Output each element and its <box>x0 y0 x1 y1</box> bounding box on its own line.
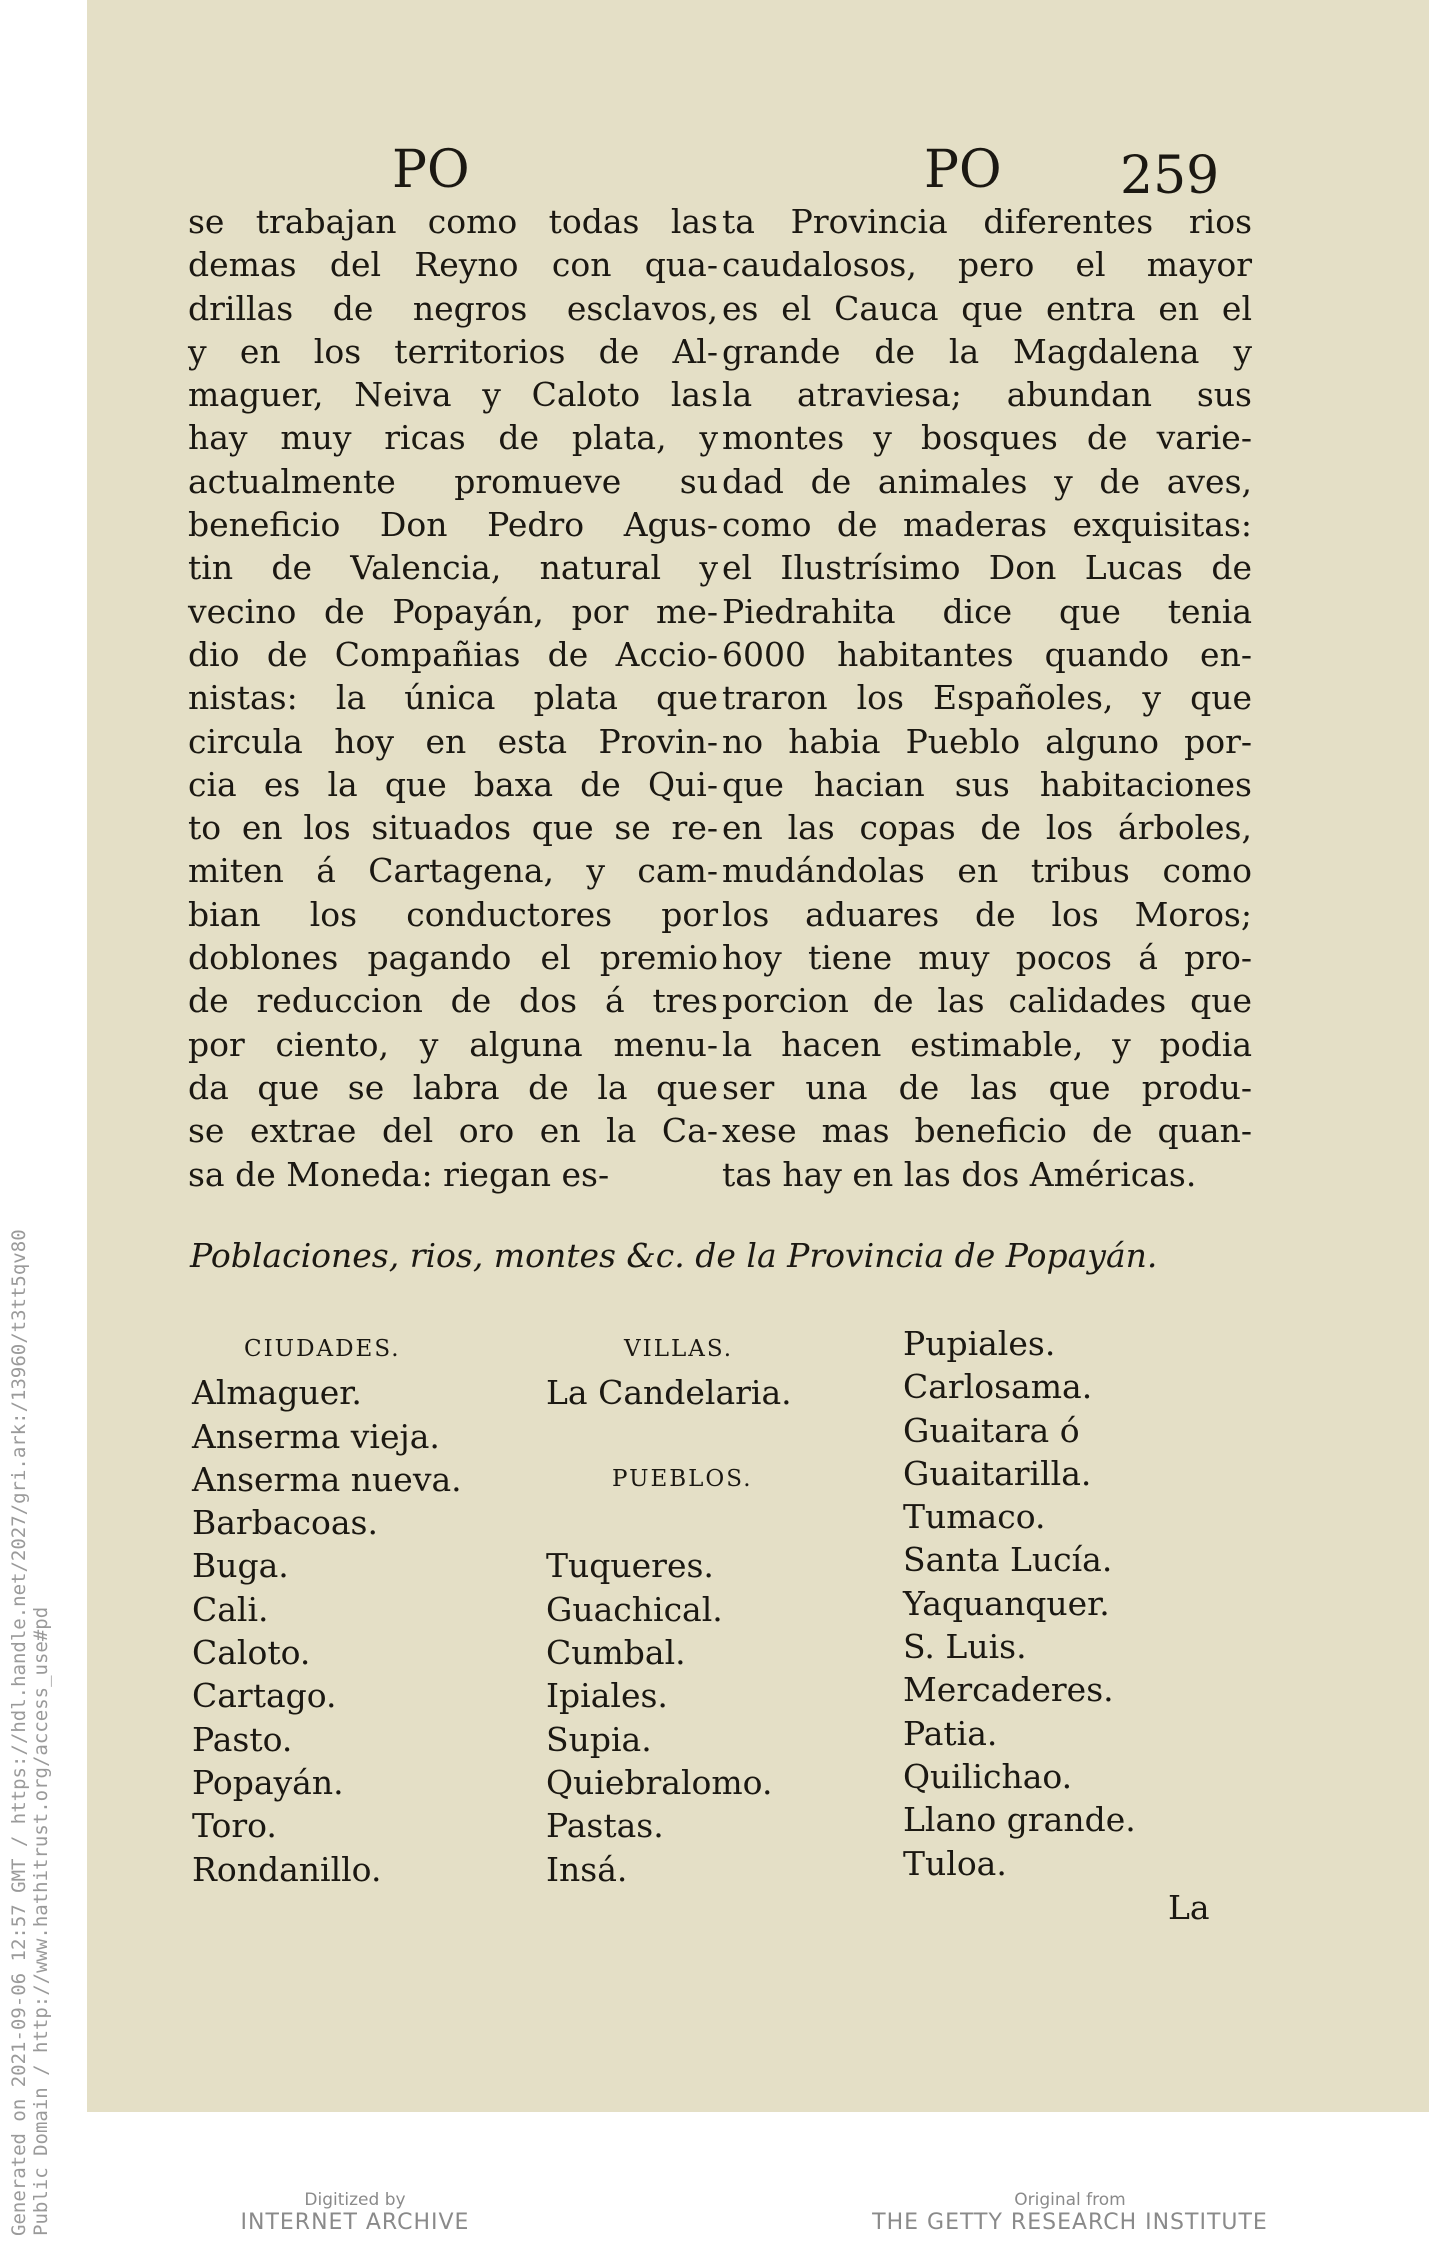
pueblo-entry: Pupiales. <box>903 1324 1056 1363</box>
pueblo-entry: Guaitara ó <box>903 1410 1080 1450</box>
text-line: nistas: la única plata que <box>188 678 718 718</box>
ciudad-entry: Toro. <box>192 1806 277 1846</box>
ciudad-entry: Almaguer. <box>192 1373 362 1413</box>
text-line: es el Cauca que entra en el <box>722 288 1252 328</box>
ciudad-entry: Anserma vieja. <box>192 1416 440 1456</box>
pueblo-entry: Guachical. <box>546 1589 723 1629</box>
text-line: drillas de negros esclavos, <box>188 288 718 328</box>
ciudad-entry: Buga. <box>192 1546 289 1586</box>
original-from-label: Original from <box>1014 2190 1126 2210</box>
text-column-left <box>188 200 718 1196</box>
ciudad-entry: Pasto. <box>192 1719 293 1759</box>
digitized-by-label: Digitized by <box>304 2190 406 2210</box>
text-column-right <box>722 200 1252 1196</box>
text-line: montes y bosques de varie- <box>722 418 1252 458</box>
text-line: se trabajan como todas las <box>188 202 718 241</box>
pueblos-right-column <box>903 1322 1136 1885</box>
ciudad-entry: Barbacoas. <box>192 1503 378 1543</box>
internet-archive-label: INTERNET ARCHIVE <box>240 2210 470 2235</box>
catchword: La <box>1168 1888 1210 1927</box>
text-line: porcion de las calidades que <box>722 981 1252 1021</box>
ciudad-entry: Anserma nueva. <box>192 1459 462 1499</box>
text-line: miten á Cartagena, y cam- <box>188 851 718 891</box>
ciudad-entry: Cali. <box>192 1589 269 1629</box>
digitized-by <box>230 2190 480 2235</box>
pueblo-entry: Pastas. <box>546 1806 664 1846</box>
text-line: no habia Pueblo alguno por- <box>722 721 1252 761</box>
watermark-line-rights: Public Domain / http://www.hathitrust.org/access_use#pd <box>30 1606 52 2236</box>
text-line: 6000 habitantes quando en- <box>722 634 1252 674</box>
text-line: de reduccion de dos á tres <box>188 981 718 1021</box>
ciudad-entry: Rondanillo. <box>192 1849 382 1889</box>
text-line: to en los situados que se re- <box>188 808 718 848</box>
pueblo-entry: Ipiales. <box>546 1676 668 1716</box>
text-line: por ciento, y alguna menu- <box>188 1024 718 1064</box>
original-from <box>870 2190 1270 2235</box>
text-line: da que se labra de la que <box>188 1067 718 1107</box>
table-title: Poblaciones, rios, montes &c. de la Provincia de Popayán. <box>190 1236 1158 1275</box>
pueblo-entry: Quiebralomo. <box>546 1762 773 1802</box>
text-line: en las copas de los árboles, <box>722 808 1252 848</box>
text-line: grande de la Magdalena y <box>722 331 1252 371</box>
text-line: tin de Valencia, natural y <box>188 548 718 588</box>
ciudad-entry: Popayán. <box>192 1762 344 1802</box>
text-line: cia es la que baxa de Qui- <box>188 764 718 804</box>
text-line: maguer, Neiva y Caloto las <box>188 375 718 415</box>
text-line: y en los territorios de Al- <box>188 331 718 371</box>
pueblo-entry: Tumaco. <box>903 1497 1046 1537</box>
text-line: hay muy ricas de plata, y <box>188 418 718 458</box>
text-line: bian los conductores por <box>188 894 718 934</box>
page-number: 259 <box>1120 146 1220 206</box>
pueblo-entry: Cumbal. <box>546 1633 686 1673</box>
text-line: doblones pagando el premio <box>188 938 718 978</box>
text-line: actualmente promueve su <box>188 461 718 501</box>
text-line: ta Provincia diferentes rios <box>722 202 1252 241</box>
text-line: los aduares de los Moros; <box>722 894 1252 934</box>
hathitrust-watermark <box>0 0 80 2242</box>
running-head-left: PO <box>392 140 470 200</box>
text-line: tas hay en las dos Américas. <box>722 1154 1197 1194</box>
text-line: hoy tiene muy pocos á pro- <box>722 938 1252 978</box>
text-line: que hacian sus habitaciones <box>722 764 1252 804</box>
pueblo-entry: S. Luis. <box>903 1627 1027 1667</box>
text-line: dad de animales y de aves, <box>722 461 1252 501</box>
blank-line <box>546 1501 792 1544</box>
pueblo-entry: Yaquanquer. <box>903 1583 1110 1623</box>
ciudades-column <box>192 1328 462 1891</box>
pueblo-entry: Insá. <box>546 1849 628 1889</box>
getty-label: THE GETTY RESEARCH INSTITUTE <box>872 2210 1268 2235</box>
text-line: traron los Españoles, y que <box>722 678 1252 718</box>
text-line: mudándolas en tribus como <box>722 851 1252 891</box>
watermark-line-generated: Generated on 2021-09-06 12:57 GMT / https://hdl.handle.net/2027/gri.ark:/13960/t3tt5qv80 <box>8 1229 30 2236</box>
pueblo-entry: Supia. <box>546 1719 652 1759</box>
text-line: como de maderas exquisitas: <box>722 505 1252 545</box>
blank-line <box>546 1415 792 1458</box>
pueblo-entry: Llano grande. <box>903 1800 1136 1840</box>
pueblo-entry: Quilichao. <box>903 1756 1073 1796</box>
text-line: sa de Moneda: riegan es- <box>188 1154 610 1194</box>
text-line: xese mas beneficio de quan- <box>722 1111 1252 1151</box>
pueblo-entry: Patia. <box>903 1713 998 1753</box>
pueblos-heading: PUEBLOS. <box>612 1465 753 1492</box>
text-line: ser una de las que produ- <box>722 1067 1252 1107</box>
text-line: demas del Reyno con qua- <box>188 245 718 285</box>
ciudad-entry: Cartago. <box>192 1676 337 1716</box>
text-line: dio de Compañias de Accio- <box>188 634 718 674</box>
text-line: se extrae del oro en la Ca- <box>188 1111 718 1151</box>
villa-entry: La Candelaria. <box>546 1373 792 1413</box>
villas-heading: VILLAS. <box>624 1336 734 1362</box>
text-line: la atraviesa; abundan sus <box>722 375 1252 415</box>
text-line: el Ilustrísimo Don Lucas de <box>722 548 1252 588</box>
text-line: caudalosos, pero el mayor <box>722 245 1252 285</box>
text-line: vecino de Popayán, por me- <box>188 591 718 631</box>
running-head-right: PO <box>924 140 1002 200</box>
ciudad-entry: Caloto. <box>192 1633 311 1673</box>
pueblo-entry: Santa Lucía. <box>903 1540 1113 1580</box>
pueblo-entry: Guaitarilla. <box>903 1453 1092 1493</box>
pueblo-entry: Mercaderes. <box>903 1670 1114 1710</box>
ciudades-heading: CIUDADES. <box>244 1336 401 1362</box>
text-line: Piedrahita dice que tenia <box>722 591 1252 631</box>
villas-pueblos-column <box>546 1328 792 1891</box>
pueblo-entry: Carlosama. <box>903 1367 1093 1407</box>
text-line: circula hoy en esta Provin- <box>188 721 718 761</box>
text-line: beneficio Don Pedro Agus- <box>188 505 718 545</box>
pueblo-entry: Tuqueres. <box>546 1546 714 1586</box>
pueblo-entry: Tuloa. <box>903 1843 1007 1883</box>
text-line: la hacen estimable, y podia <box>722 1024 1252 1064</box>
